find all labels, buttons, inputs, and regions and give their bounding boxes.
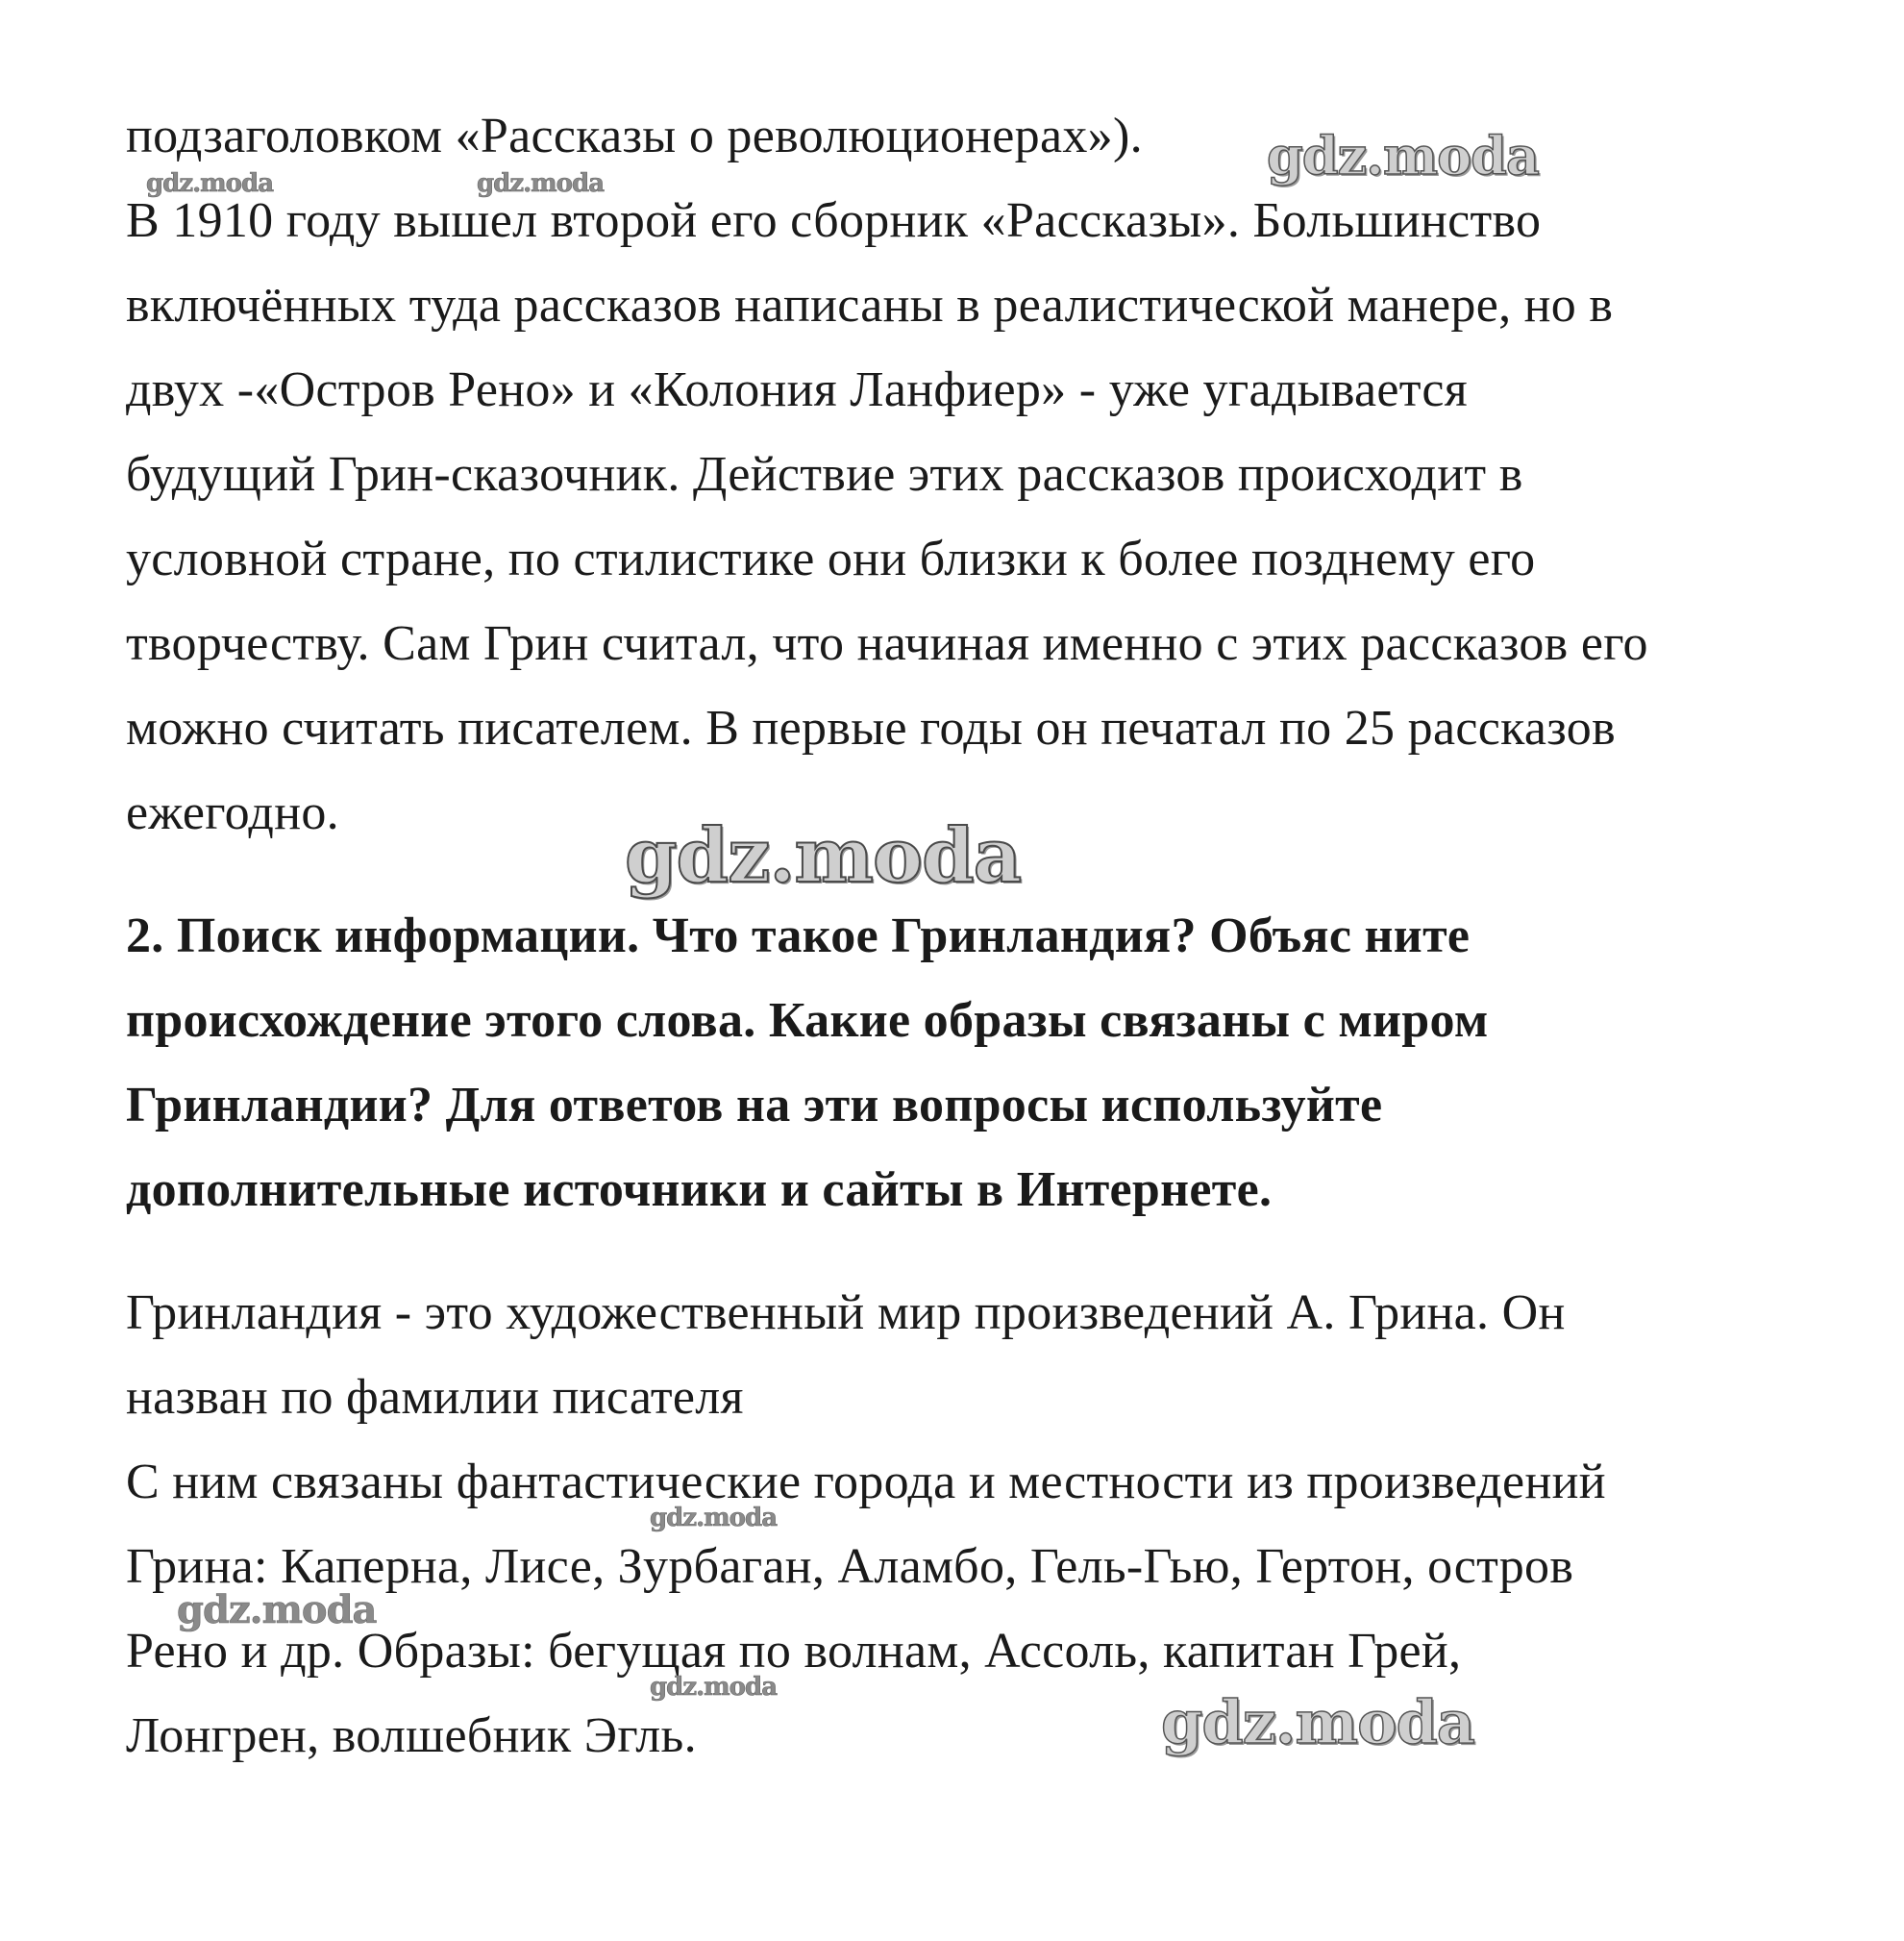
question-line: дополнительные источники и сайты в Интернете.	[126, 1162, 1273, 1217]
text-line: подзаголовком «Рассказы о революционерах»).	[126, 109, 1143, 163]
watermark-logo: gdz.moda	[146, 169, 274, 198]
watermark-logo: gdz.moda	[477, 169, 605, 198]
answer-line: С ним связаны фантастические города и местности из произведений	[126, 1455, 1606, 1509]
text-line: В 1910 году вышел второй его сборник «Рассказы». Большинство	[126, 193, 1542, 248]
question-line: 2. Поиск информации. Что такое Гринландия? Объяс ните	[126, 908, 1471, 963]
answer-line: Гринландия - это художественный мир произведений А. Грина. Он	[126, 1285, 1566, 1340]
answer-line: Рено и др. Образы: бегущая по волнам, Ассоль, капитан Грей,	[126, 1624, 1462, 1679]
answer-line: Лонгрен, волшебник Эгль.	[126, 1708, 697, 1763]
text-line: будущий Грин-сказочник. Действие этих рассказов происходит в	[126, 447, 1523, 502]
text-line: условной стране, по стилистике они близки к более позднему его	[126, 532, 1536, 586]
watermark-logo: gdz.moda	[1267, 125, 1539, 187]
question-line: происхождение этого слова. Какие образы связаны с миром	[126, 993, 1489, 1048]
question-line: Гринландии? Для ответов на эти вопросы используйте	[126, 1078, 1383, 1132]
text-line: ежегодно.	[126, 785, 339, 840]
watermark-logo: gdz.moda	[650, 1673, 778, 1702]
watermark-logo: gdz.moda	[1161, 1687, 1474, 1757]
text-line: творчеству. Сам Грин считал, что начиная именно с этих рассказов его	[126, 616, 1648, 671]
answer-line: назван по фамилии писателя	[126, 1370, 744, 1425]
text-line: можно считать писателем. В первые годы он печатал по 25 рассказов	[126, 701, 1616, 756]
text-line: двух -«Остров Рено» и «Колония Ланфиер» - уже угадывается	[126, 362, 1469, 417]
watermark-logo: gdz.moda	[650, 1504, 778, 1532]
watermark-logo: gdz.moda	[177, 1587, 377, 1632]
answer-line: Грина: Каперна, Лисе, Зурбаган, Аламбо, Гель-Гью, Гертон, остров	[126, 1539, 1574, 1594]
watermark-logo: gdz.moda	[625, 812, 1022, 900]
text-line: включённых туда рассказов написаны в реалистической манере, но в	[126, 278, 1614, 333]
